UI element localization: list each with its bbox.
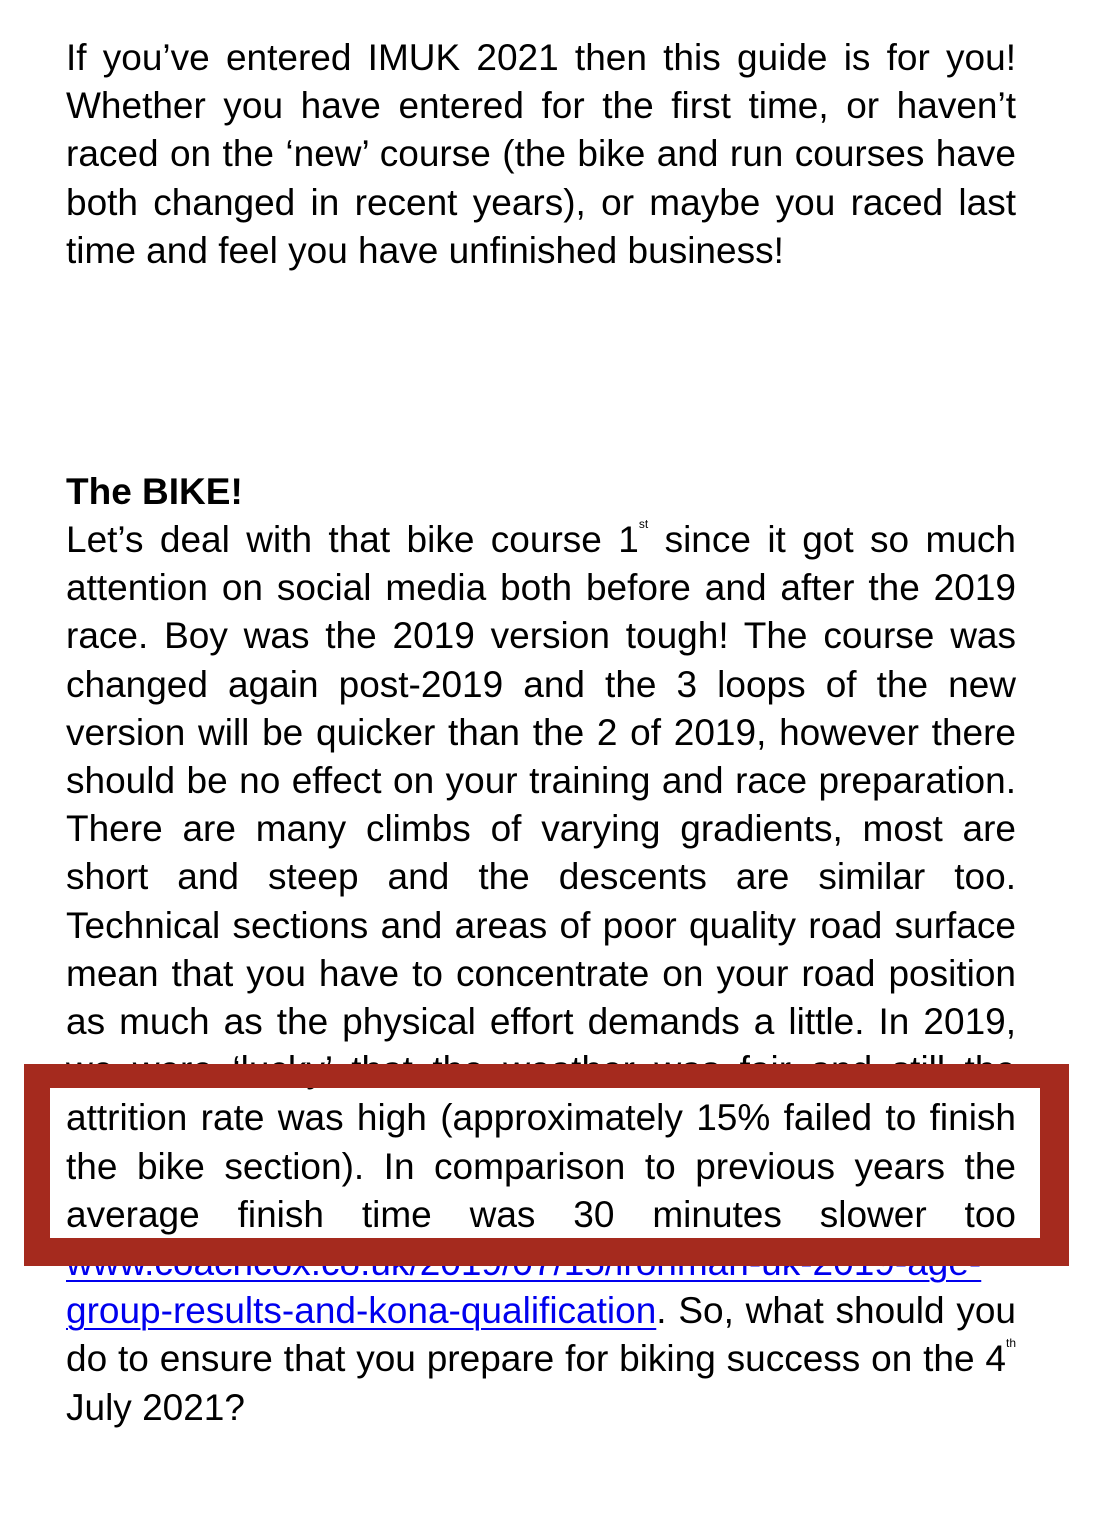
bike-paragraph: [66, 516, 1016, 1432]
first-superscript: st: [638, 517, 649, 531]
bike-paragraph-text-3: . So, what should you do to ensure that you prepare for biking success on the 4: [66, 1290, 1016, 1380]
coachcox-results-link[interactable]: www.coachcox.co.uk/2019/07/15/ironman-uk-2019-age-group-results-and-kona-qualification: [66, 1242, 982, 1332]
bike-paragraph-text-1: Let’s deal with that bike course 1: [66, 519, 639, 560]
intro-paragraph: If you’ve entered IMUK 2021 then this guide is for you! Whether you have entered for the first time, or haven’t raced on the ‘new’ course (the bike and run courses have both changed in recent years), or maybe you raced last time and feel you have unfinished business!: [66, 37, 1016, 271]
bike-paragraph-text-2: since it got so much attention on social media both before and after the 2019 race. Boy was the 2019 version tough! The course was changed again post-2019 and the 3 loops of the new version will be quicker than the 2 of 2019, however there should be no effect on your training and race preparation. There are many climbs of varying gradients, most are short and steep and the descents are similar too. Technical sections and areas of poor quality road surface mean that you have to concentrate on your road position as much as the physical effort demands a little. In 2019, we were ‘lucky’ that the weather was fair and still the attrition rate was high (approximately 15% failed to finish the bike section). In comparison to previous years the average finish time was 30 minutes slower too: [66, 519, 1017, 1235]
bike-section-heading: The BIKE!: [66, 471, 243, 512]
date-superscript: th: [1005, 1336, 1016, 1351]
bike-paragraph-text-4: July 2021?: [66, 1386, 245, 1428]
